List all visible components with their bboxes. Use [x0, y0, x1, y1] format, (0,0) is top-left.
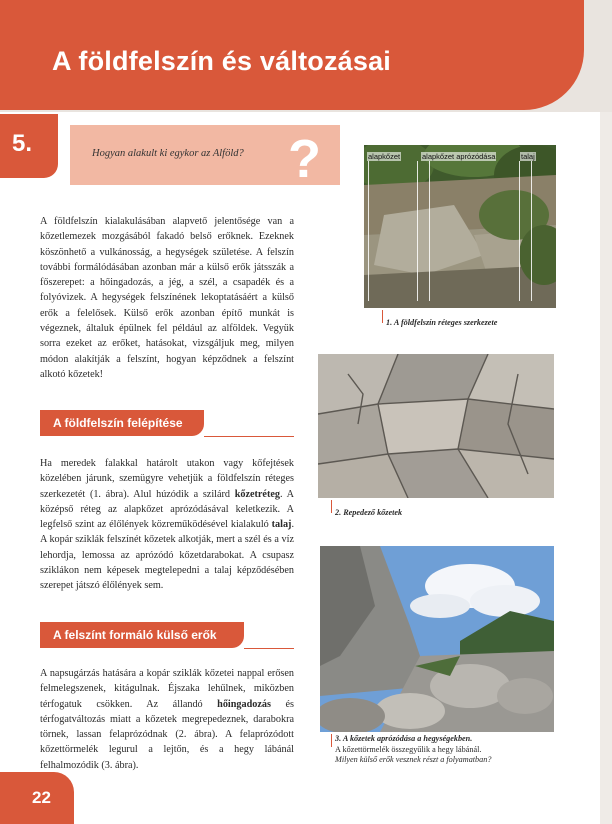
layer-guide-line [417, 161, 418, 301]
caption-question: Milyen külső erők vesznek részt a folyamatban? [335, 755, 492, 764]
layer-guide-line [531, 161, 532, 301]
section-divider [204, 436, 294, 437]
text-span: . A középső réteg az alapkőzet aprózódásával keletkezik. A legfelső szint az élőlények közreműködésével kialakuló [40, 488, 294, 531]
text-span: Ha meredek falakkal határolt utakon vagy kőfejtések közelében járunk, szemügyre vehetjük a földfelszín réteges szerkezetét (1. ábra). Alul húzódik a szilárd [40, 458, 294, 500]
text-span: és térfogatváltozás miatt a kőzetek megrepedeznek, darabokra törnek, lassan felaprózódnak (2. ábra). A felaprózódott kőzettörmelék legurul a lejtőn, és a hegy lábánál felhalmozódik (3. ábra). [40, 698, 294, 771]
figure-cracked-rock-photo [318, 354, 554, 498]
section-heading-structure [40, 410, 204, 436]
caption-text: 3. A kőzetek aprózódása a hegységekben. [335, 734, 473, 743]
layer-guide-line [368, 161, 369, 301]
layer-guide-line [429, 161, 430, 301]
intro-paragraph: A földfelszín kialakulásában alapvető jelentősége van a kőzetlemezek mozgásából fakadó belső erőknek. Ezeknek köszönhető a vulkánosság, a hegységek születése. A felszín további formálódásában azonban már a külső erők játsszák a főszerepet: a hőingadozás, a jég, a szél, a csapadék és a folyóvizek. A hegységek felszínének lekoptatásáért a külső erők a felelősek. Külső erők azonban építő munkát is végeznek, általuk épülnek fel például az alföldek. Vegyük sorra ezeket az erőket, hatásokat, vizsgáljuk meg, milyen módon alakítják a felszínt, hogyan képződnek a felszínt alkotó kőzetek! [40, 216, 294, 380]
figure-caption [386, 318, 497, 329]
figure-caption [335, 734, 565, 766]
section-heading-text: A földfelszín felépítése [53, 416, 183, 430]
figure-soil-layers-photo [364, 145, 556, 308]
page-number: 22 [32, 788, 51, 807]
chapter-number: 5. [12, 130, 33, 157]
label-soil: talaj [521, 152, 535, 161]
term-temperature-change: hőingadozás [217, 698, 271, 710]
chapter-question: Hogyan alakult ki egykor az Alföld? [92, 148, 244, 159]
section-divider [244, 648, 294, 649]
label-bedrock: alapkőzet [368, 152, 401, 161]
label-weathering: alapkőzet aprózódása [422, 152, 496, 161]
layer-guide-line [519, 161, 520, 301]
caption-line: A kőzettörmelék összegyűlik a hegy lábánál. [335, 744, 482, 754]
forces-paragraph [40, 666, 294, 773]
figure-mountain-scree-photo [320, 546, 554, 732]
caption-marker [331, 500, 332, 513]
text-span: A napsugárzás hatására a kopár sziklák kőzetei nappal erősen felmelegszenek, kitágulnak. Éjszaka lehűlnek, miközben térfogatuk csökken. Az állandó [40, 668, 294, 710]
structure-paragraph [40, 456, 294, 594]
figure-caption [335, 508, 402, 519]
section-heading-text: A felszínt formáló külső erők [53, 628, 217, 642]
page-edge [600, 112, 612, 824]
section-heading-forces [40, 622, 244, 648]
text-span: . A kopár sziklák felszínét kőzetek alkotják, mert a szél és a víz lehordja, lemossa az aprózódó kőzetdarabokat. A csupasz sziklákon nem képesek megtelepedni a talaj képződésében szerepet játszó élőlények sem. [40, 519, 294, 592]
caption-text: 1. A földfelszín réteges szerkezete [386, 318, 498, 327]
page-title: A földfelszín és változásai [52, 46, 391, 76]
caption-marker [382, 310, 383, 323]
term-bedrock: kőzetréteg [234, 488, 280, 500]
question-mark-icon: ? [288, 129, 321, 189]
caption-text: 2. Repedező kőzetek [335, 508, 403, 517]
caption-marker [331, 734, 332, 747]
term-soil: talaj [271, 519, 292, 531]
